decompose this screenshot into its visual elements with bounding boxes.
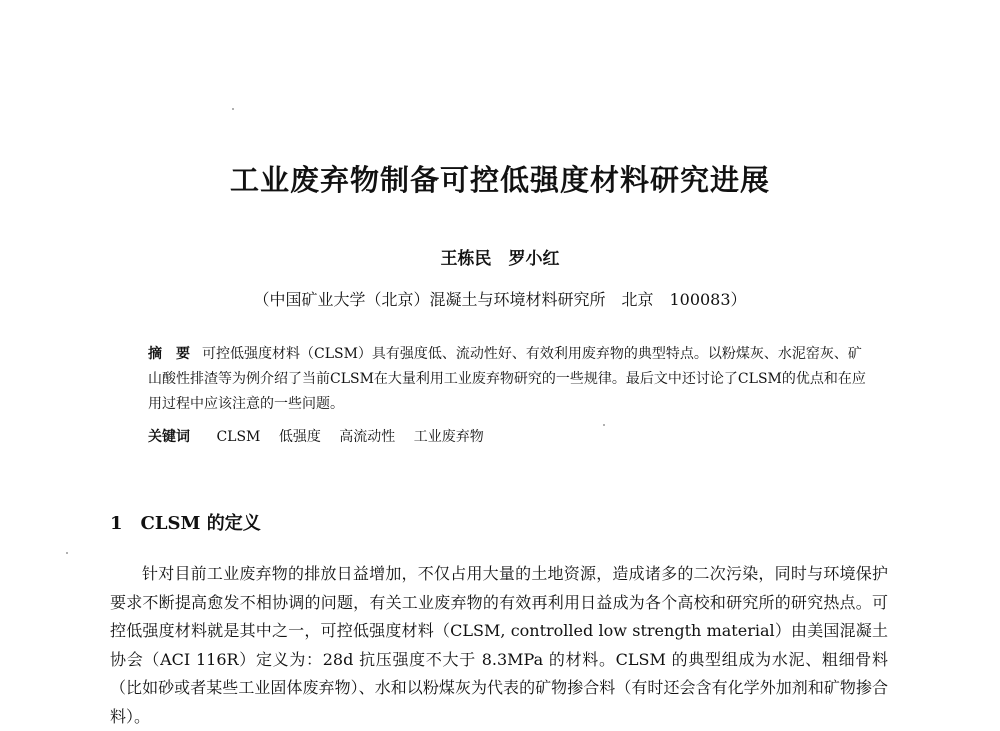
keyword: 工业废弃物 [413, 429, 484, 445]
body-paragraph: 针对目前工业废弃物的排放日益增加，不仅占用大量的土地资源，造成诸多的二次污染，同时与环境保护要求不断提高愈发不相协调的问题，有关工业废弃物的有效再利用日益成为各个高校和研究所的研究热点。可控低强度材料就是其中之一，可控低强度材料（CLSM, controlled low strength material）由美国混凝土协会（ACI 116R）定义为：28d 抗压强度不大于 8.3MPa 的材料。CLSM 的典型组成为水泥、粗细骨料（比如砂或者某些工业固体废弃物）、水和以粉煤灰为代表的矿物掺合料（有时还会含有化学外加剂和矿物掺合料）。 [110, 564, 888, 726]
keywords-label: 关键词 [148, 429, 190, 445]
paper-authors: 王栋民 罗小红 [440, 249, 560, 269]
section-title: CLSM 的定义 [140, 513, 261, 534]
paper-title: 工业废弃物制备可控低强度材料研究进展 [229, 163, 770, 197]
keyword: CLSM [216, 429, 261, 445]
keyword: 高流动性 [339, 429, 396, 445]
paper-affiliation: （中国矿业大学（北京）混凝土与环境材料研究所 北京 100083） [253, 290, 747, 309]
section-number: 1 [110, 513, 123, 534]
abstract-label: 摘 要 [148, 346, 190, 362]
abstract [148, 342, 868, 417]
keywords [148, 426, 498, 446]
section-heading [110, 509, 261, 535]
abstract-text: 可控低强度材料（CLSM）具有强度低、流动性好、有效利用废弃物的典型特点。以粉煤灰、水泥窑灰、矿山酸性排渣等为例介绍了当前CLSM在大量利用工业废弃物研究的一些规律。最后文中还讨论了CLSM的优点和在应用过程中应该注意的一些问题。 [148, 346, 866, 412]
scan-speck [232, 108, 234, 110]
scan-speck [66, 552, 68, 554]
scan-speck [603, 424, 605, 426]
keyword: 低强度 [278, 429, 321, 445]
